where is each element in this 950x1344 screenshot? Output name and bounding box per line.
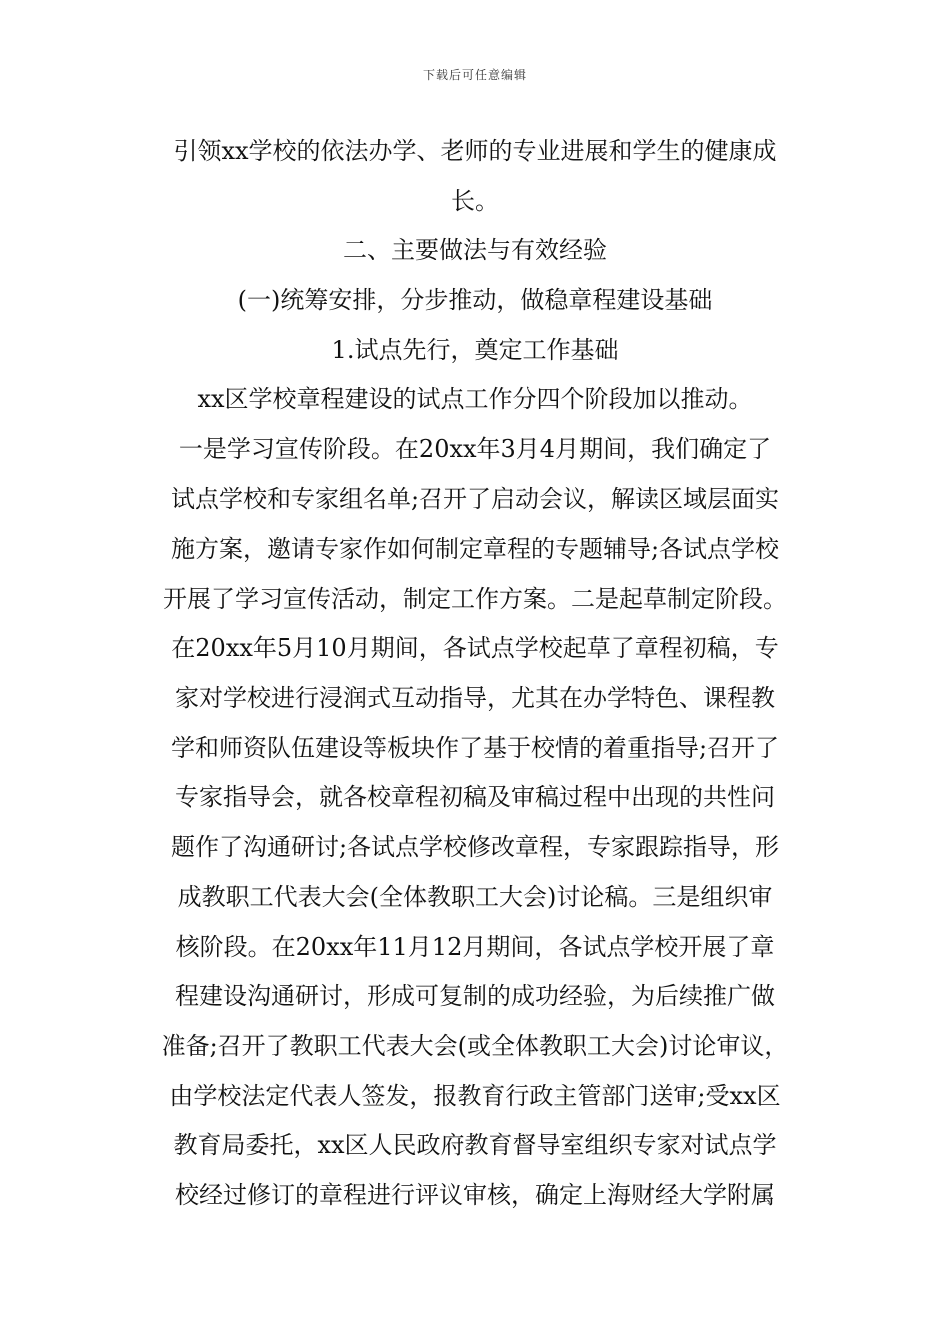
body-line: 一是学习宣传阶段。在20xx年3月4月期间，我们确定了 bbox=[178, 435, 772, 463]
body-line: 试点学校和专家组名单;召开了启动会议，解读区域层面实 bbox=[170, 485, 780, 513]
body-line: 成教职工代表大会(全体教职工大会)讨论稿。三是组织审 bbox=[177, 883, 773, 911]
subsection-heading: (一)统筹安排，分步推动，做稳章程建设基础 bbox=[237, 286, 713, 314]
body-line: 专家指导会，就各校章程初稿及审稿过程中出现的共性问 bbox=[175, 783, 775, 811]
section-heading: 二、主要做法与有效经验 bbox=[343, 236, 607, 264]
body-line: 准备;召开了教职工代表大会(或全体教职工大会)讨论审议， bbox=[161, 1032, 789, 1060]
body-line: 施方案，邀请专家作如何制定章程的专题辅导;各试点学校 bbox=[170, 535, 780, 563]
body-line: 程建设沟通研讨，形成可复制的成功经验，为后续推广做 bbox=[175, 982, 775, 1010]
page-header: 下载后可任意编辑 bbox=[422, 68, 527, 82]
body-line: 长。 bbox=[451, 187, 499, 215]
body-line: xx区学校章程建设的试点工作分四个阶段加以推动。 bbox=[197, 385, 753, 413]
body-line: 在20xx年5月10月期间，各试点学校起草了章程初稿，专 bbox=[171, 634, 779, 662]
body-line: 教育局委托，xx区人民政府教育督导室组织专家对试点学 bbox=[173, 1131, 777, 1159]
body-line: 题作了沟通研讨;各试点学校修改章程，专家跟踪指导，形 bbox=[170, 833, 780, 861]
body-line: 校经过修订的章程进行评议审核，确定上海财经大学附属 bbox=[175, 1181, 775, 1209]
body-line: 由学校法定代表人签发，报教育行政主管部门送审;受xx区 bbox=[169, 1082, 781, 1110]
body-line: 引领xx学校的依法办学、老师的专业进展和学生的健康成 bbox=[173, 137, 777, 165]
body-line: 学和师资队伍建设等板块作了基于校情的着重指导;召开了 bbox=[170, 734, 780, 762]
body-line: 开展了学习宣传活动，制定工作方案。二是起草制定阶段。 bbox=[163, 585, 787, 613]
body-line: 核阶段。在20xx年11月12月期间，各试点学校开展了章 bbox=[175, 933, 775, 961]
subsubsection-heading: 1.试点先行，奠定工作基础 bbox=[331, 336, 619, 364]
body-line: 家对学校进行浸润式互动指导，尤其在办学特色、课程教 bbox=[175, 684, 775, 712]
